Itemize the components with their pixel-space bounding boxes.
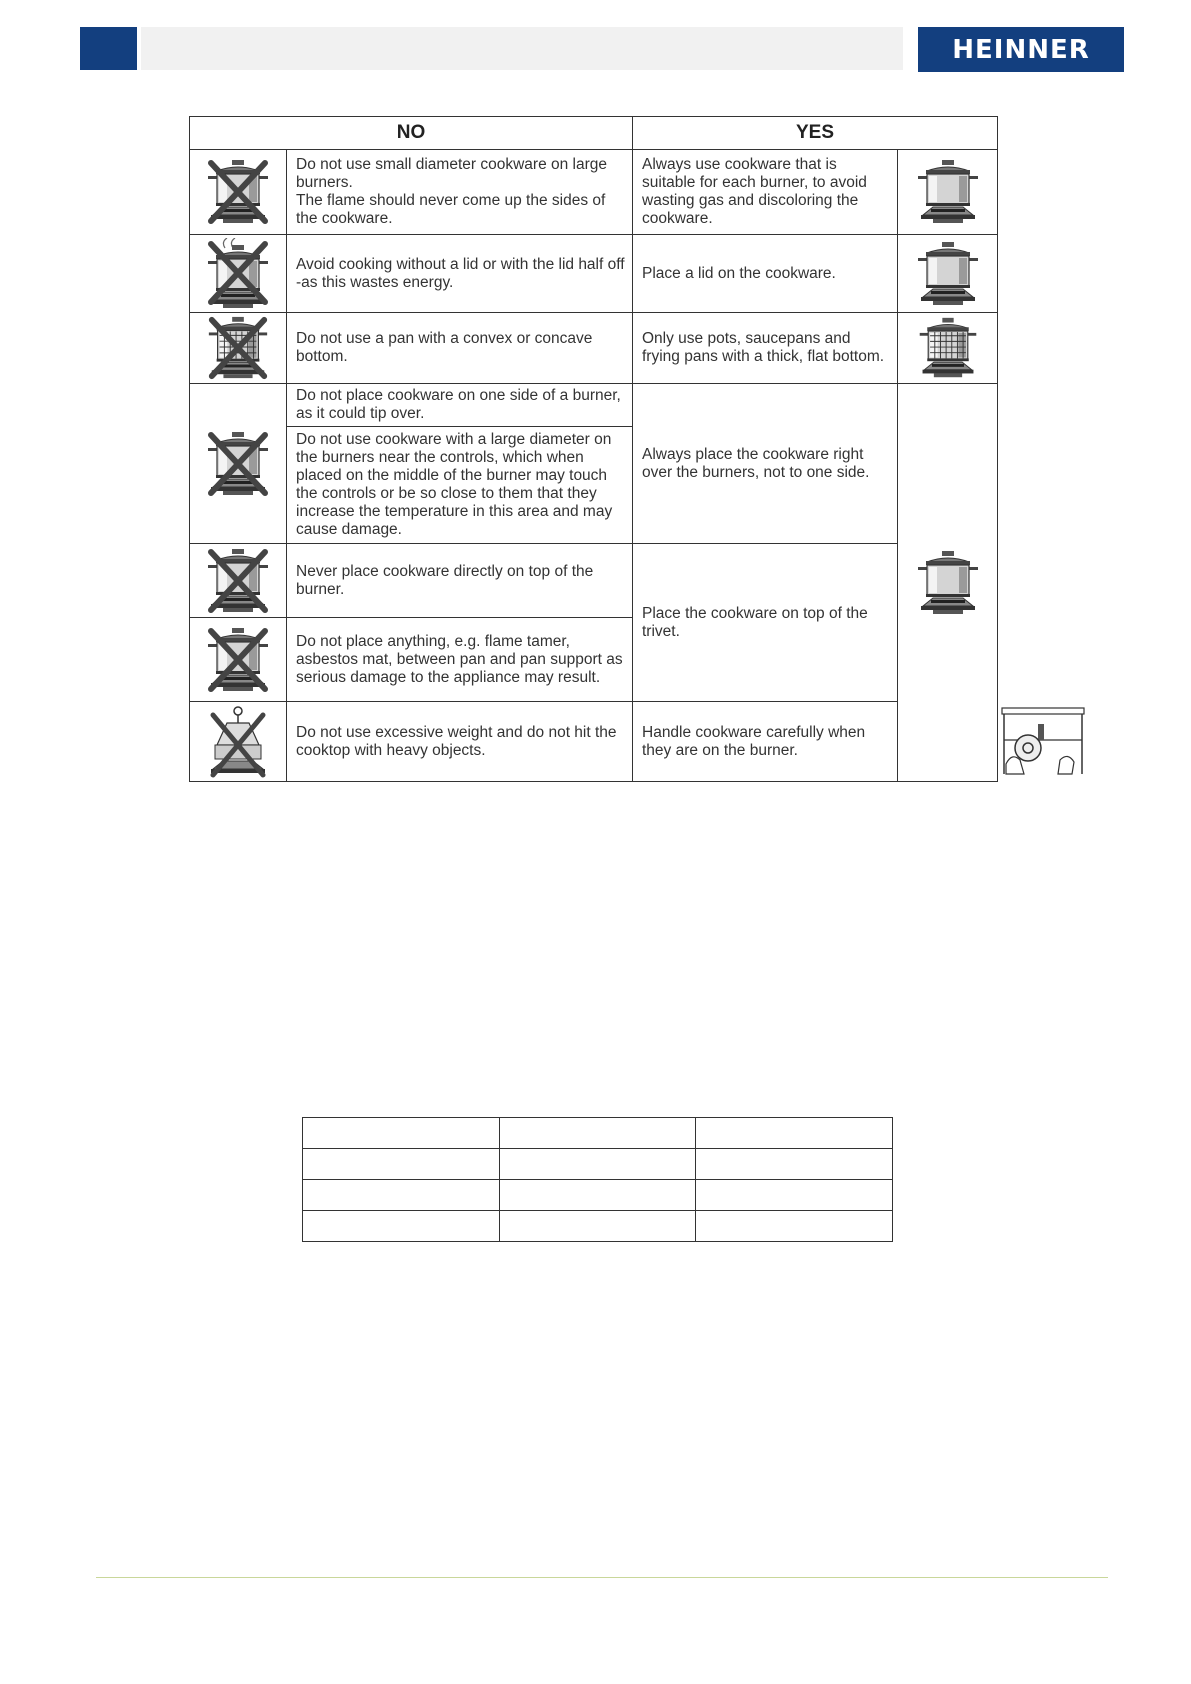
table-row <box>303 1180 893 1211</box>
no-text-directly-on-burner: Never place cookware directly on top of the burner. <box>287 544 633 618</box>
yes-pot-icon <box>898 150 998 235</box>
table-cell <box>499 1211 696 1242</box>
no-text-flame-tamer: Do not place anything, e.g. flame tamer, asbestos mat, between pan and pan support as serious damage to the appliance may result. <box>287 618 633 702</box>
brand-logo-text: HEINNER <box>952 34 1090 65</box>
table-row <box>303 1118 893 1149</box>
no-text-large-diameter-near-controls: Do not use cookware with a large diameter on the burners near the controls, which when placed on the middle of the burner may touch the controls or be so close to them that they increase the temperature in this area and may cause damage. <box>287 427 633 544</box>
no-pot-on-burner-crossed-icon <box>190 544 287 618</box>
no-text-one-side: Do not place cookware on one side of a burner, as it could tip over. <box>287 384 633 427</box>
table-cell <box>499 1149 696 1180</box>
cookware-guidance-table <box>189 116 998 782</box>
table-cell <box>696 1211 893 1242</box>
table-cell <box>696 1149 893 1180</box>
table-cell <box>303 1149 500 1180</box>
no-flame-tamer-crossed-icon <box>190 618 287 702</box>
yes-flat-pan-icon <box>898 313 998 384</box>
yes-text-center-cookware: Always place the cookware right over the burners, not to one side. <box>633 384 898 544</box>
table-cell <box>303 1211 500 1242</box>
yes-pot-lid-icon <box>898 235 998 313</box>
table-row <box>303 1211 893 1242</box>
table-cell <box>696 1180 893 1211</box>
brand-logo <box>918 27 1124 72</box>
header-bar <box>141 27 903 70</box>
table-cell <box>303 1180 500 1211</box>
yes-text-place-lid: Place a lid on the cookware. <box>633 235 898 313</box>
no-pot-lid-off-crossed-icon <box>190 235 287 313</box>
table-row <box>303 1149 893 1180</box>
table-cell <box>303 1118 500 1149</box>
no-text-convex-bottom: Do not use a pan with a convex or concave bottom. <box>287 313 633 384</box>
no-text-small-cookware: Do not use small diameter cookware on large burners. The flame should never come up the sides of the cookware. <box>287 150 633 235</box>
footer-divider <box>96 1577 1108 1578</box>
column-header-yes: YES <box>633 117 998 150</box>
yes-text-suitable-cookware: Always use cookware that is suitable for each burner, to avoid wasting gas and discoloring the cookware. <box>633 150 898 235</box>
table-cell <box>499 1118 696 1149</box>
table-cell <box>696 1118 893 1149</box>
column-header-no: NO <box>190 117 633 150</box>
no-pot-crossed-icon <box>190 150 287 235</box>
no-heavy-weight-crossed-icon <box>190 702 287 782</box>
yes-text-flat-bottom: Only use pots, saucepans and frying pans with a thick, flat bottom. <box>633 313 898 384</box>
empty-table <box>302 1117 893 1242</box>
table-cell <box>499 1180 696 1211</box>
yes-text-on-trivet: Place the cookware on top of the trivet. <box>633 544 898 702</box>
no-text-lid-off: Avoid cooking without a lid or with the lid half off -as this wastes energy. <box>287 235 633 313</box>
yes-text-handle-carefully: Handle cookware carefully when they are on the burner. <box>633 702 898 782</box>
header-accent-block <box>80 27 137 70</box>
yes-pot-centered-icon <box>898 384 998 782</box>
no-pot-offcenter-crossed-icon <box>190 384 287 544</box>
no-text-excessive-weight: Do not use excessive weight and do not hit the cooktop with heavy objects. <box>287 702 633 782</box>
no-convex-pan-crossed-icon <box>190 313 287 384</box>
